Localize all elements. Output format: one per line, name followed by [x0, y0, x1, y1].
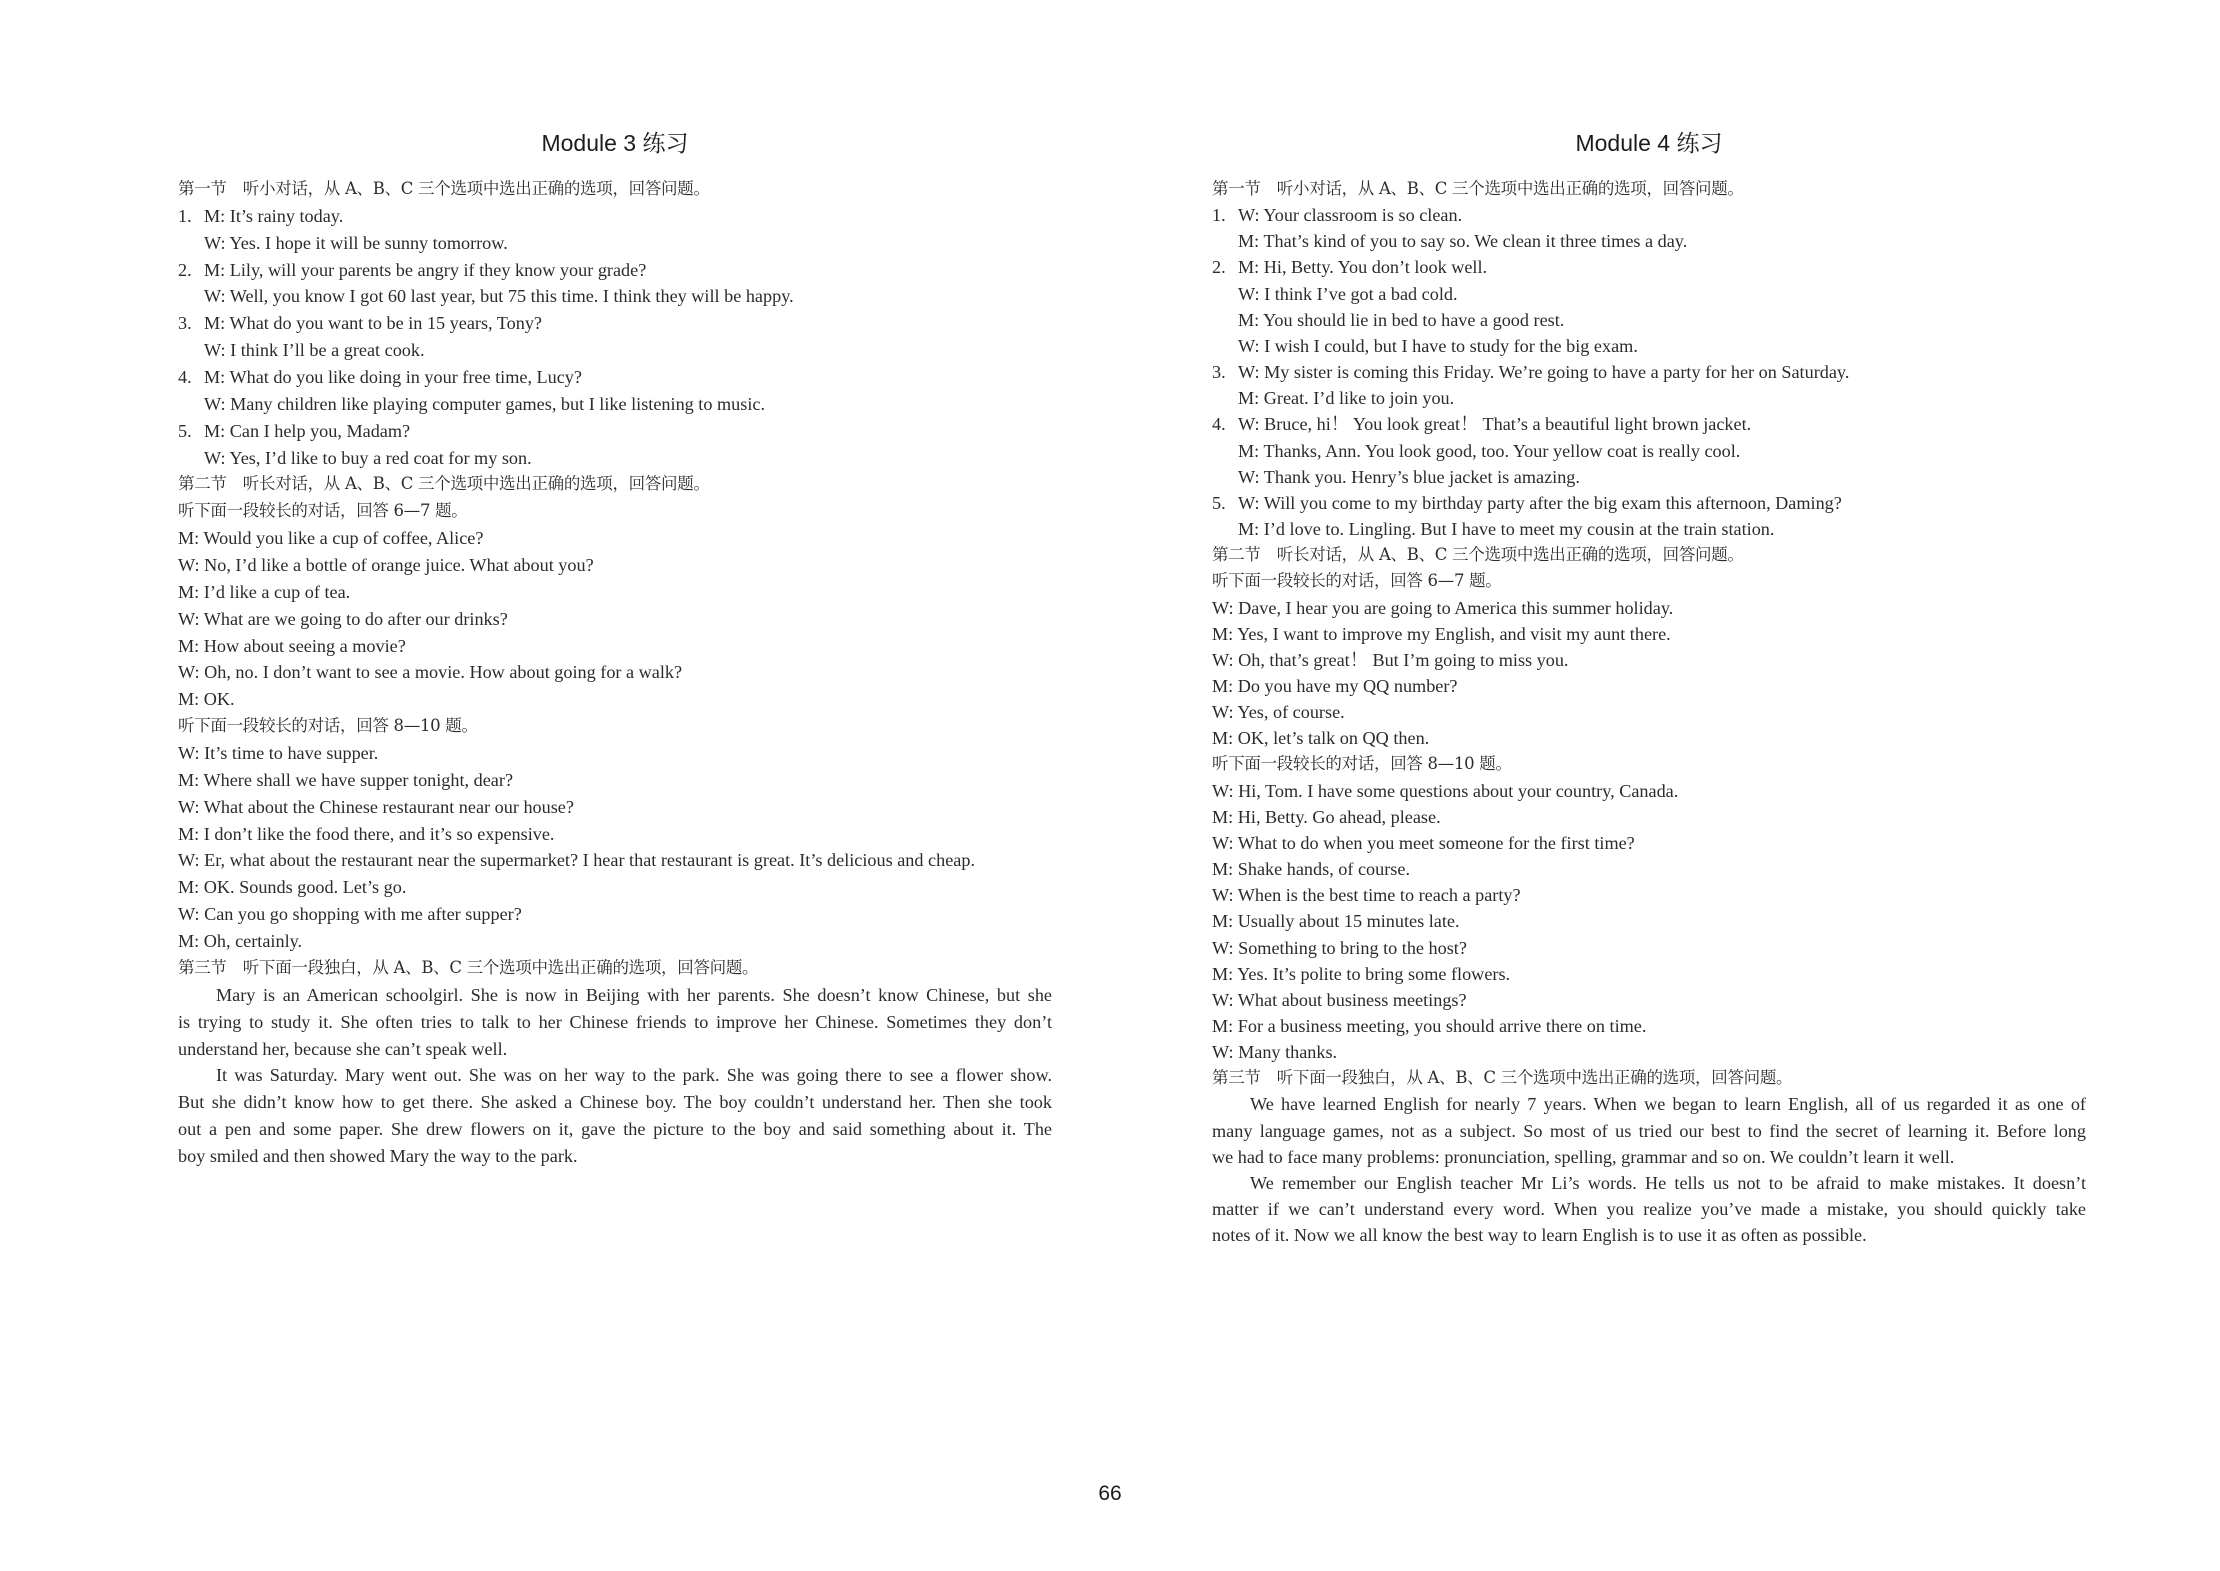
- question-number: 4.: [1212, 414, 1226, 435]
- question-number: 5.: [1212, 492, 1226, 513]
- question-item: [178, 364, 1052, 391]
- dialog-line: M: Where shall we have supper tonight, dear?: [178, 769, 514, 790]
- question-item: [178, 257, 1052, 284]
- dialog-line: W: What are we going to do after our drinks?: [178, 608, 508, 629]
- dialog-line: W: Oh, that’s great！ But I’m going to miss you.: [1212, 649, 1569, 670]
- dialog-line: W: No, I’d like a bottle of orange juice. What about you?: [178, 555, 594, 576]
- dialog-line: M: Oh, certainly.: [178, 931, 303, 952]
- dialog-line: W: Something to bring to the host?: [1212, 937, 1467, 958]
- paragraph-line: But she didn’t know how to get there. She asked a Chinese boy. The boy couldn’t understand her. Then she took: [178, 1092, 1052, 1113]
- dialog-line: W: Yes, I’d like to buy a red coat for my son.: [204, 447, 532, 468]
- dialog-line: W: It’s time to have supper.: [178, 743, 379, 764]
- dialog-line: M: What do you like doing in your free time, Lucy?: [204, 367, 582, 388]
- dialog-line: W: I wish I could, but I have to study for the big exam.: [1238, 335, 1638, 356]
- dialog-line: M: I’d like a cup of tea.: [178, 581, 351, 602]
- section-heading: 第一节 听小对话，从 A、B、C 三个选项中选出正确的选项，回答问题。: [178, 179, 710, 198]
- dialog-line: W: When is the best time to reach a party?: [1212, 885, 1521, 906]
- dialog-line: W: I think I’ve got a bad cold.: [1238, 283, 1458, 304]
- dialog-intro: 听下面一段较长的对话，回答 6—7 题。: [1212, 571, 1502, 591]
- dialog-line: W: Oh, no. I don’t want to see a movie. How about going for a walk?: [178, 662, 683, 683]
- paragraph-line: It was Saturday. Mary went out. She was on her way to the park. She was going there to see a flower show.: [216, 1065, 1052, 1086]
- dialog-line: W: Well, you know I got 60 last year, but 75 this time. I think they will be happy.: [204, 286, 794, 307]
- dialog-line: M: For a business meeting, you should arrive there on time.: [1212, 1016, 1647, 1036]
- question-number: 3.: [178, 313, 192, 334]
- dialog-line: M: OK. Sounds good. Let’s go.: [178, 877, 407, 898]
- dialog-line: M: Hi, Betty. You don’t look well.: [1238, 257, 1488, 278]
- dialog-line: M: Would you like a cup of coffee, Alice?: [178, 528, 484, 549]
- question-item: [1212, 202, 2086, 228]
- question-number: 1.: [178, 205, 192, 226]
- dialog-line: W: Many children like playing computer games, but I like listening to music.: [204, 393, 765, 414]
- section-heading: 第三节 听下面一段独白，从 A、B、C 三个选项中选出正确的选项，回答问题。: [1212, 1068, 1793, 1088]
- question-item: [178, 418, 1052, 445]
- question-number: 4.: [178, 367, 192, 388]
- dialog-intro: 听下面一段较长的对话，回答 8—10 题。: [1212, 754, 1512, 774]
- dialog-line: W: Bruce, hi！ You look great！ That’s a beautiful light brown jacket.: [1238, 414, 1752, 435]
- section-heading: 第二节 听长对话，从 A、B、C 三个选项中选出正确的选项，回答问题。: [178, 474, 710, 494]
- dialog-line: M: Hi, Betty. Go ahead, please.: [1212, 806, 1441, 827]
- module-body: [1212, 176, 2086, 1248]
- dialog-line: M: OK.: [178, 689, 235, 710]
- dialog-line: M: Yes. It’s polite to bring some flowers.: [1212, 963, 1511, 984]
- section-heading: 第一节 听小对话，从 A、B、C 三个选项中选出正确的选项，回答问题。: [1212, 179, 1744, 198]
- question-item: [178, 310, 1052, 337]
- dialog-line: M: What do you want to be in 15 years, Tony?: [204, 313, 543, 334]
- monologue-paragraph: [1212, 1091, 2086, 1169]
- question-item: [1212, 359, 2086, 385]
- dialog-line: M: It’s rainy today.: [204, 205, 344, 226]
- page-number: 66: [1098, 1482, 1122, 1505]
- dialog-line: M: I’d love to. Lingling. But I have to meet my cousin at the train station.: [1238, 519, 1775, 540]
- paragraph-line: out a pen and some paper. She drew flowers on it, gave the picture to the boy and said something about it. The: [178, 1119, 1052, 1140]
- dialog-line: M: Shake hands, of course.: [1212, 859, 1411, 880]
- dialog-line: M: Thanks, Ann. You look good, too. Your yellow coat is really cool.: [1238, 440, 1741, 461]
- paragraph-line: we had to face many problems: pronunciation, spelling, grammar and so on. We couldn’t learn it well.: [1212, 1146, 1955, 1167]
- question-number: 1.: [1212, 205, 1226, 226]
- dialog-line: W: I think I’ll be a great cook.: [204, 340, 425, 361]
- dialog-line: W: What about the Chinese restaurant near our house?: [178, 796, 574, 817]
- question-item: [1212, 490, 2086, 516]
- section-heading: 第三节 听下面一段独白，从 A、B、C 三个选项中选出正确的选项，回答问题。: [178, 957, 759, 977]
- dialog-line: W: Dave, I hear you are going to America this summer holiday.: [1212, 597, 1674, 618]
- question-number: 3.: [1212, 362, 1226, 383]
- paragraph-line: We remember our English teacher Mr Li’s words. He tells us not to be afraid to make mistakes. It doesn’t: [1250, 1172, 2086, 1193]
- dialog-line: M: OK, let’s talk on QQ then.: [1212, 728, 1430, 749]
- question-item: [1212, 254, 2086, 280]
- question-number: 2.: [1212, 257, 1226, 278]
- dialog-line: M: Usually about 15 minutes late.: [1212, 911, 1460, 932]
- dialog-line: W: Yes, of course.: [1212, 702, 1345, 723]
- paragraph-line: understand her, because she can’t speak well.: [178, 1038, 508, 1059]
- monologue-paragraph: [178, 982, 1052, 1063]
- dialog-line: W: Yes. I hope it will be sunny tomorrow.: [204, 232, 508, 253]
- section-heading: 第二节 听长对话，从 A、B、C 三个选项中选出正确的选项，回答问题。: [1212, 545, 1744, 565]
- dialog-line: W: What about business meetings?: [1212, 989, 1467, 1010]
- dialog-line: M: You should lie in bed to have a good rest.: [1238, 309, 1565, 330]
- dialog-line: W: What to do when you meet someone for the first time?: [1212, 832, 1635, 853]
- question-number: 5.: [178, 420, 192, 441]
- module-title: Module 3 练习: [541, 130, 689, 156]
- dialog-line: M: Lily, will your parents be angry if they know your grade?: [204, 259, 647, 280]
- dialog-line: M: That’s kind of you to say so. We clean it three times a day.: [1238, 231, 1688, 252]
- dialog-line: M: Great. I’d like to join you.: [1238, 388, 1455, 409]
- dialog-line: W: Many thanks.: [1212, 1042, 1338, 1063]
- dialog-line: W: Hi, Tom. I have some questions about your country, Canada.: [1212, 780, 1679, 801]
- monologue-paragraph: [178, 1062, 1052, 1169]
- dialog-intro: 听下面一段较长的对话，回答 8—10 题。: [178, 716, 478, 736]
- dialog-line: W: Your classroom is so clean.: [1238, 205, 1463, 226]
- dialog-line: W: Er, what about the restaurant near the supermarket? I hear that restaurant is great. It’s delicious and cheap.: [178, 850, 975, 871]
- dialog-line: W: Will you come to my birthday party after the big exam this afternoon, Daming?: [1238, 492, 1842, 513]
- paragraph-line: is trying to study it. She often tries to talk to her Chinese friends to improve her Chinese. Sometimes they don’t: [178, 1011, 1052, 1032]
- dialog-line: M: Do you have my QQ number?: [1212, 675, 1458, 696]
- module-title: Module 4 练习: [1575, 130, 1723, 156]
- question-item: [1212, 411, 2086, 437]
- question-item: [178, 203, 1052, 230]
- monologue-paragraph: [1212, 1170, 2086, 1248]
- paragraph-line: notes of it. Now we all know the best way to learn English is to use it as often as possible.: [1212, 1225, 1867, 1246]
- paragraph-line: We have learned English for nearly 7 years. When we began to learn English, all of us regarded it as one of: [1250, 1094, 2086, 1115]
- paragraph-line: many language games, not as a subject. So most of us tried our best to find the secret of learning it. Before long: [1212, 1120, 2086, 1141]
- dialog-line: W: Can you go shopping with me after supper?: [178, 904, 522, 925]
- paragraph-line: matter if we can’t understand every word. When you realize you’ve made a mistake, you should quickly take: [1212, 1199, 2086, 1220]
- paragraph-line: Mary is an American schoolgirl. She is now in Beijing with her parents. She doesn’t know Chinese, but she: [216, 984, 1052, 1005]
- dialog-line: M: Can I help you, Madam?: [204, 420, 411, 441]
- dialog-line: M: Yes, I want to improve my English, and visit my aunt there.: [1212, 623, 1671, 644]
- dialog-line: M: How about seeing a movie?: [178, 635, 406, 656]
- dialog-intro: 听下面一段较长的对话，回答 6—7 题。: [178, 501, 468, 521]
- paragraph-line: boy smiled and then showed Mary the way to the park.: [178, 1145, 578, 1166]
- dialog-line: W: Thank you. Henry’s blue jacket is amazing.: [1238, 466, 1580, 487]
- dialog-line: M: I don’t like the food there, and it’s so expensive.: [178, 823, 555, 844]
- dialog-line: W: My sister is coming this Friday. We’re going to have a party for her on Saturday.: [1238, 362, 1850, 383]
- question-number: 2.: [178, 259, 192, 280]
- module-body: [178, 176, 1052, 1170]
